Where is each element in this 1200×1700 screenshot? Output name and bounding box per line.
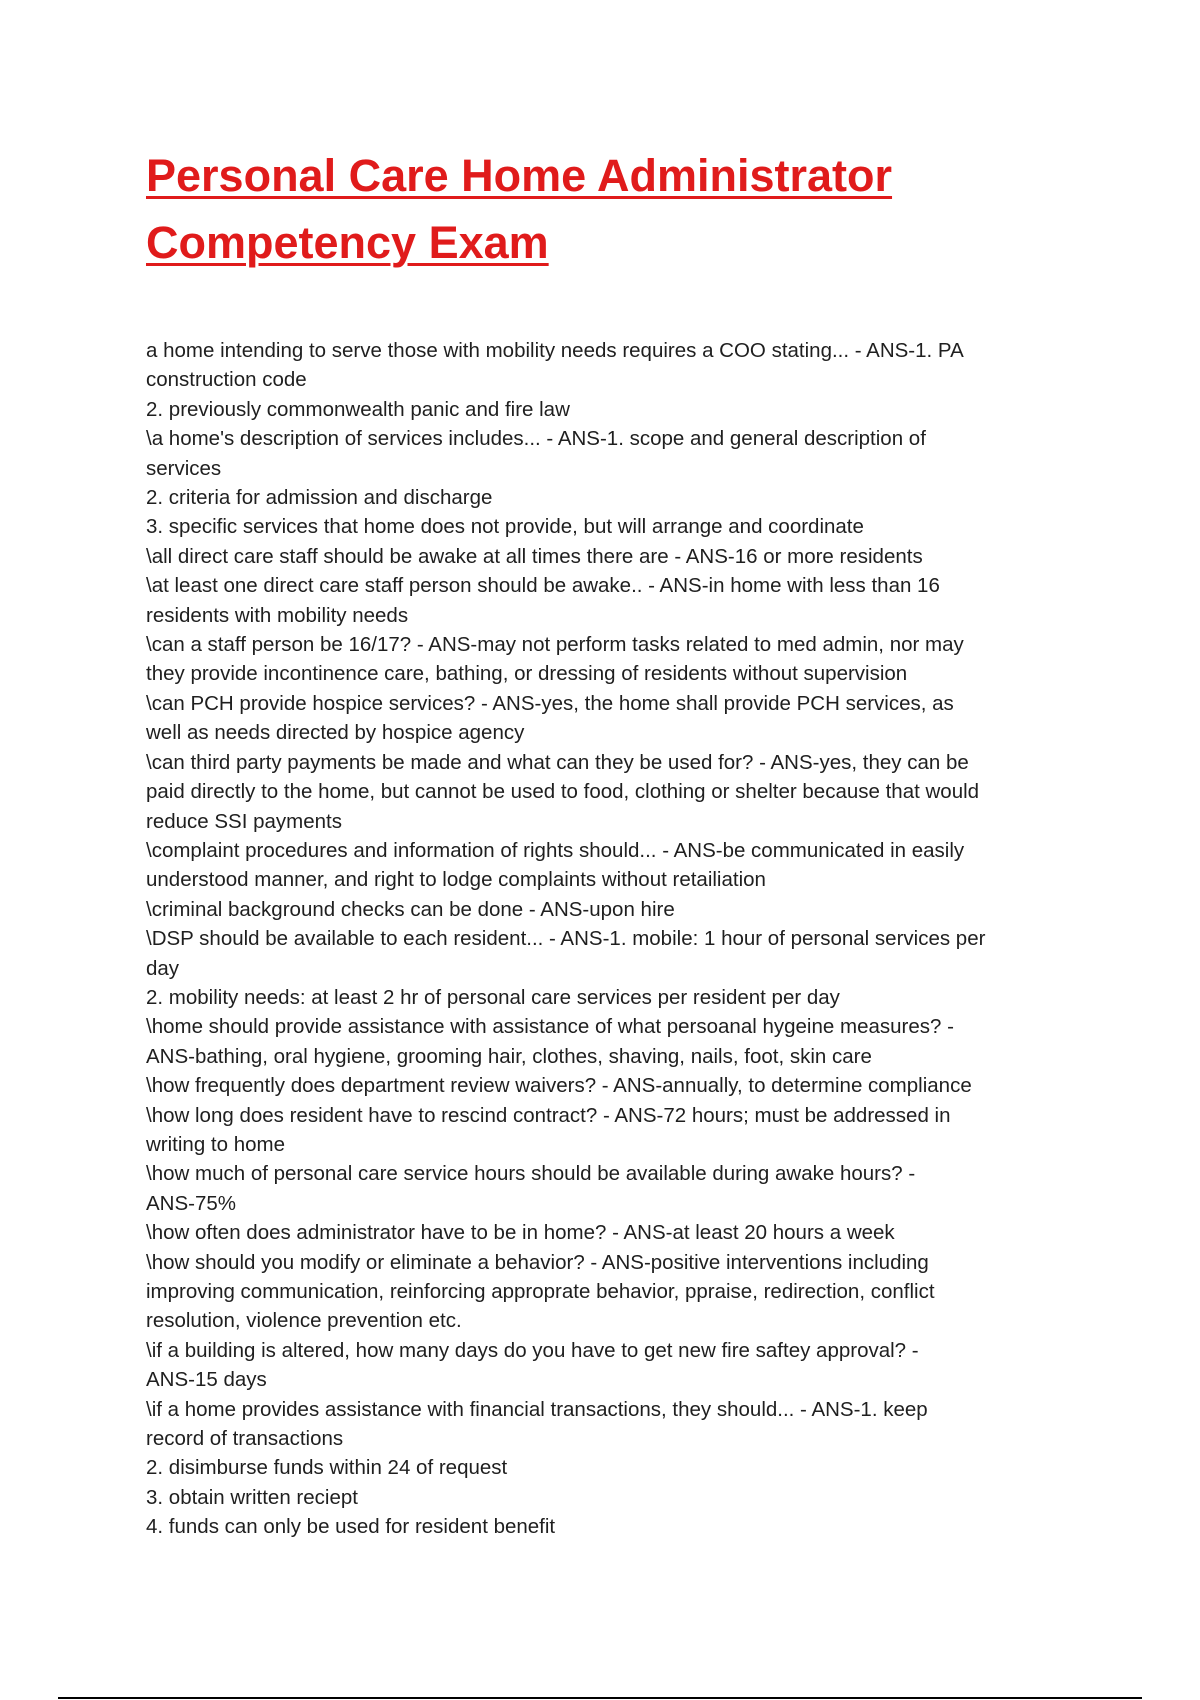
text-line: residents with mobility needs [146, 603, 409, 627]
text-line: ANS-75% [146, 1191, 237, 1215]
text-line: 2. disimburse funds within 24 of request [146, 1456, 508, 1480]
text-line: well as needs directed by hospice agency [146, 721, 525, 745]
text-line: they provide incontinence care, bathing, or dressing of residents without supervision [146, 662, 908, 686]
text-line: writing to home [146, 1132, 286, 1156]
text-line: understood manner, and right to lodge complaints without retailiation [146, 868, 766, 892]
text-line: paid directly to the home, but cannot be used to food, clothing or shelter because that would [146, 780, 980, 804]
title-line-1: Personal Care Home Administrator [146, 150, 893, 201]
text-line: \DSP should be available to each resident... - ANS-1. mobile: 1 hour of personal services per [146, 927, 986, 951]
text-line: \home should provide assistance with assistance of what persoanal hygeine measures? - [146, 1015, 954, 1039]
text-line: \can PCH provide hospice services? - ANS-yes, the home shall provide PCH services, as [146, 691, 954, 715]
title-line-2: Competency Exam [146, 217, 549, 268]
text-line: \how should you modify or eliminate a behavior? - ANS-positive interventions including [146, 1250, 929, 1274]
text-line: resolution, violence prevention etc. [146, 1309, 462, 1333]
text-line: improving communication, reinforcing approprate behavior, ppraise, redirection, conflict [146, 1280, 935, 1303]
text-line: 3. obtain written reciept [146, 1485, 358, 1509]
text-line: \all direct care staff should be awake at all times there are - ANS-16 or more residents [146, 544, 923, 568]
text-line: \at least one direct care staff person should be awake.. - ANS-in home with less than 16 [146, 574, 940, 598]
text-line: record of transactions [146, 1427, 344, 1451]
text-line: \criminal background checks can be done - ANS-upon hire [146, 897, 675, 921]
text-line: \if a building is altered, how many days do you have to get new fire saftey approval? - [146, 1338, 919, 1362]
document-body [146, 336, 1076, 1542]
text-line: \complaint procedures and information of rights should... - ANS-be communicated in easily [146, 838, 965, 862]
text-line: 4. funds can only be used for resident benefit [146, 1515, 556, 1539]
text-line: ANS-15 days [146, 1368, 267, 1392]
text-line: \how much of personal care service hours should be available during awake hours? - [146, 1162, 916, 1186]
text-line: \if a home provides assistance with financial transactions, they should... - ANS-1. keep [146, 1397, 928, 1421]
text-line: reduce SSI payments [146, 809, 342, 833]
text-line: a home intending to serve those with mobility needs requires a COO stating... - ANS-1. PA [146, 339, 964, 362]
text-line: services [146, 456, 222, 480]
text-line: day [146, 956, 180, 980]
text-line: \can third party payments be made and what can they be used for? - ANS-yes, they can be [146, 750, 969, 774]
text-line: 3. specific services that home does not provide, but will arrange and coordinate [146, 515, 864, 539]
text-line: 2. mobility needs: at least 2 hr of personal care services per resident per day [146, 985, 840, 1009]
text-line: \how long does resident have to rescind contract? - ANS-72 hours; must be addressed in [146, 1103, 951, 1127]
text-line: \how often does administrator have to be in home? - ANS-at least 20 hours a week [146, 1221, 895, 1245]
text-line: 2. criteria for admission and discharge [146, 486, 493, 510]
bottom-divider [58, 1697, 1142, 1699]
text-line: \how frequently does department review waivers? - ANS-annually, to determine compliance [146, 1074, 972, 1098]
document-title [146, 142, 1106, 276]
text-line: 2. previously commonwealth panic and fire law [146, 397, 570, 421]
text-line: ANS-bathing, oral hygiene, grooming hair, clothes, shaving, nails, foot, skin care [146, 1044, 872, 1068]
text-line: \can a staff person be 16/17? - ANS-may not perform tasks related to med admin, nor may [146, 633, 964, 657]
text-line: \a home's description of services includes... - ANS-1. scope and general description of [146, 427, 926, 451]
text-line: construction code [146, 368, 307, 392]
